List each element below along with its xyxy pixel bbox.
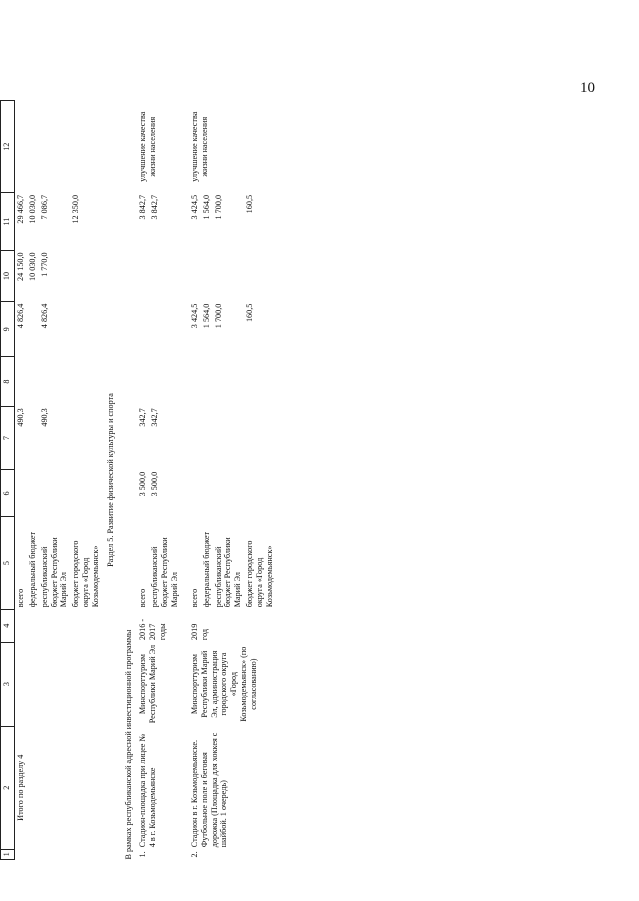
item-result: улучшение качества жизни населения — [189, 111, 209, 182]
col-header: 3 — [1, 642, 15, 726]
col-header: 4 — [1, 609, 15, 642]
table-row: федеральный бюджет 1 564,0 1 564,0 — [201, 194, 211, 608]
section-title-row — [102, 101, 120, 860]
total-label: Итого по разделу 4 — [16, 754, 25, 821]
section-title: Раздел 5. Развитие физической культуры и спорта — [105, 393, 115, 567]
table-row: федеральный бюджет 10 030,0 10 030,0 — [27, 194, 37, 608]
item-executor: Минспорттуризм Республики Марий Эл — [138, 644, 158, 724]
item-name: Стадион в г. Козьмодемьянске. Футбольное поле и беговая дорожка (Площадка для хоккея с шайбой. 1 очередь) — [189, 732, 229, 848]
item-name: Стадион-площадка при лицее № 4 в г. Козьмодемьянске — [138, 733, 158, 848]
header-row — [1, 101, 15, 860]
table-row: республиканский бюджет Республики Марий Эл 1 700,0 1 700,0 — [213, 194, 243, 608]
col-header: 8 — [1, 357, 15, 406]
table-row: бюджет городского округа «Город Козьмодемьянск» 12 350,0 — [71, 194, 100, 608]
col-header: 12 — [1, 101, 15, 193]
col-header: 5 — [1, 517, 15, 609]
col-header: 2 — [1, 726, 15, 849]
item-period: 2019 год — [189, 623, 209, 641]
table-row: 2. Стадион в г. Козьмодемьянске. Футбольное поле и беговая дорожка (Площадка для хоккея с шайбой. 1 очередь) Минспорттуризм Республики Марий Эл, администрация городского округа «Город Козьмодемьянск» (по согласованию) 2019 год всего 3 424,5 3 424,5 улучшение качества жизни населения — [189, 101, 201, 860]
page-number: 10 — [580, 80, 595, 96]
item-result: улучшение качества жизни населения — [138, 111, 158, 182]
subsection-title-row — [120, 101, 138, 860]
item-number: 1. — [138, 851, 148, 858]
table-row: республиканский бюджет Республики Марий Эл 490,3 4 826,4 1 770,0 7 086,7 — [39, 194, 69, 608]
col-header: 1 — [1, 849, 15, 859]
item-number: 2. — [189, 851, 199, 858]
subsection-title: В рамках республиканской адресной инвестиционной программы — [123, 629, 133, 860]
col-header: 9 — [1, 302, 15, 357]
col-header: 10 — [1, 250, 15, 301]
table-row: бюджет городского округа «Город Козьмодемьянск» 160,5 160,5 — [245, 194, 274, 608]
item-period: 2016 - 2017 годы — [138, 618, 168, 641]
budget-table — [0, 100, 276, 860]
col-header: 6 — [1, 470, 15, 517]
table-row: республиканский бюджет Республики Марий Эл 3 500,0 342,7 3 842,7 — [150, 194, 179, 608]
table-row: 1. Стадион-площадка при лицее № 4 в г. Козьмодемьянске Минспорттуризм Республики Марий Эл 2016 - 2017 годы всего 3 500,0 342,7 3 842,7 улучшение качества жизни населения — [137, 101, 149, 860]
table-row: Итого по разделу 4 всего 490,3 4 826,4 24 150,0 29 466,7 — [15, 101, 27, 860]
col-header: 7 — [1, 406, 15, 470]
col-header: 11 — [1, 193, 15, 250]
rotated-sheet — [0, 50, 639, 860]
item-executor: Минспорттуризм Республики Марий Эл, администрация городского округа «Город Козьмодемьянск» (по согласованию) — [189, 646, 258, 722]
